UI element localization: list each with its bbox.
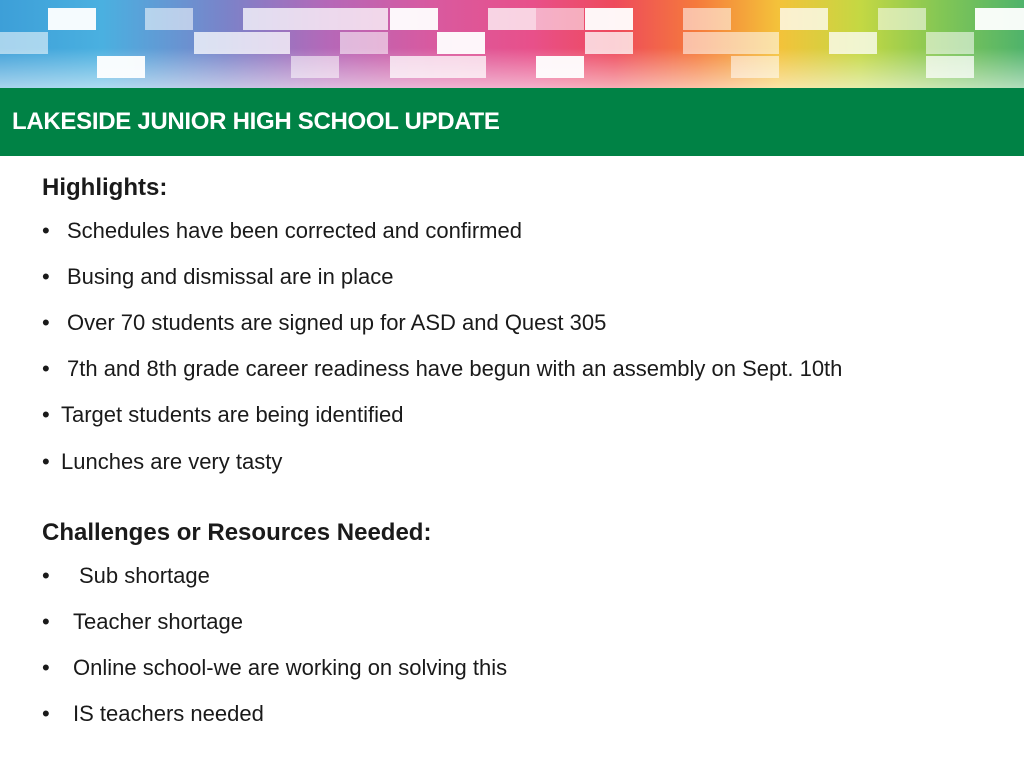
highlight-item [42,218,522,244]
header-banner [0,0,1024,88]
highlight-item [42,356,842,382]
bullet: • [42,701,50,726]
bullet: • [42,655,50,680]
challenge-item [42,655,507,681]
highlight-item [42,402,403,428]
bullet: • [42,310,50,335]
challenge-text: IS teachers needed [73,701,264,726]
title-bar [0,88,1024,156]
highlights-heading: Highlights: [42,174,168,201]
highlight-text: Schedules have been corrected and confirmed [67,218,522,243]
highlight-text: Busing and dismissal are in place [67,264,394,289]
bullet: • [42,402,50,427]
bullet: • [42,264,50,289]
bullet: • [42,356,50,381]
highlight-item [42,264,394,290]
challenge-text: Sub shortage [79,563,210,588]
highlight-text: Over 70 students are signed up for ASD and Quest 305 [67,310,607,335]
highlight-item [42,449,282,475]
challenges-heading: Challenges or Resources Needed: [42,519,432,546]
bullet: • [42,609,50,634]
challenge-item [42,563,210,589]
slide-title: LAKESIDE JUNIOR HIGH SCHOOL UPDATE [12,108,500,135]
challenge-text: Online school-we are working on solving this [73,655,508,680]
bullet: • [42,449,50,474]
bullet: • [42,563,50,588]
highlight-text: Target students are being identified [61,402,404,427]
challenge-item [42,609,243,635]
highlight-item [42,310,606,336]
challenge-item [42,701,264,727]
challenge-text: Teacher shortage [73,609,243,634]
bullet: • [42,218,50,243]
highlight-text: Lunches are very tasty [61,449,283,474]
highlight-text: 7th and 8th grade career readiness have begun with an assembly on Sept. 10th [67,356,843,381]
